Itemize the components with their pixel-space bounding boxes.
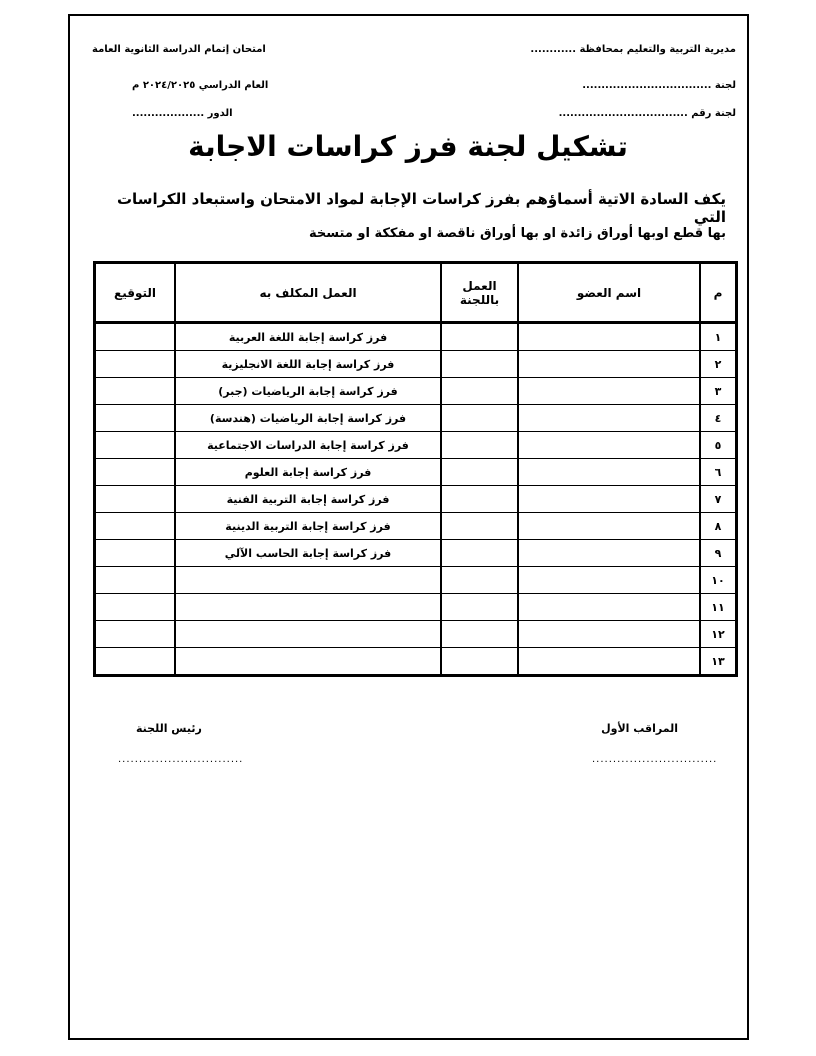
table-row [95, 459, 737, 486]
row-number: ١٣ [700, 648, 737, 676]
table-row [95, 513, 737, 540]
exam-name: امتحان إتمام الدراسة الثانوية العامة [92, 44, 266, 55]
table-row [95, 378, 737, 405]
signature-cell[interactable] [95, 486, 176, 513]
member-name-cell[interactable] [518, 405, 700, 432]
table-row [95, 323, 737, 351]
committee-role-cell[interactable] [441, 594, 518, 621]
assigned-task-cell [175, 648, 441, 676]
committee-role-cell[interactable] [441, 486, 518, 513]
row-number: ١٠ [700, 567, 737, 594]
row-number: ٩ [700, 540, 737, 567]
intro-line-2: بها قطع اوبها أوراق زائدة او بها أوراق ناقصة او مفككة او متسخة [309, 226, 726, 241]
signature-cell[interactable] [95, 432, 176, 459]
exam-round: الدور ................... [132, 108, 233, 119]
member-name-cell[interactable] [518, 378, 700, 405]
member-name-cell[interactable] [518, 513, 700, 540]
assigned-task-cell: فرز كراسة إجابة الرياضيات (هندسة) [175, 405, 441, 432]
committee-head-label: رئيس اللجنة [136, 722, 202, 735]
committee-line: لجنة .................................. [582, 80, 736, 91]
table-row [95, 540, 737, 567]
member-name-cell[interactable] [518, 648, 700, 676]
committee-role-cell[interactable] [441, 378, 518, 405]
member-name-cell[interactable] [518, 351, 700, 378]
row-number: ٧ [700, 486, 737, 513]
committee-role-cell[interactable] [441, 567, 518, 594]
directorate-line: مديرية التربية والتعليم بمحافظة ............ [530, 44, 736, 55]
signature-cell[interactable] [95, 621, 176, 648]
table-row [95, 567, 737, 594]
member-name-cell[interactable] [518, 323, 700, 351]
committee-role-cell[interactable] [441, 648, 518, 676]
intro-line-1: يكف السادة الاتية أسماؤهم بفرز كراسات الإجابة لمواد الامتحان واستبعاد الكراسات التي [116, 190, 726, 226]
committee-table [93, 261, 738, 677]
signature-cell[interactable] [95, 405, 176, 432]
row-number: ٦ [700, 459, 737, 486]
row-number: ٢ [700, 351, 737, 378]
signature-cell[interactable] [95, 540, 176, 567]
row-number: ٤ [700, 405, 737, 432]
table-row [95, 405, 737, 432]
signature-cell[interactable] [95, 594, 176, 621]
row-number: ١ [700, 323, 737, 351]
committee-role-cell[interactable] [441, 405, 518, 432]
row-number: ٥ [700, 432, 737, 459]
header-assigned-task: العمل المكلف به [175, 263, 441, 323]
assigned-task-cell: فرز كراسة إجابة الرياضيات (جبر) [175, 378, 441, 405]
table-row [95, 621, 737, 648]
member-name-cell[interactable] [518, 594, 700, 621]
assigned-task-cell [175, 567, 441, 594]
first-observer-signature-line[interactable]: .............................. [592, 754, 718, 765]
member-name-cell[interactable] [518, 540, 700, 567]
signature-cell[interactable] [95, 567, 176, 594]
table-row [95, 486, 737, 513]
committee-role-cell[interactable] [441, 621, 518, 648]
row-number: ١٢ [700, 621, 737, 648]
assigned-task-cell: فرز كراسة إجابة التربية الفنية [175, 486, 441, 513]
header-committee-role: العمل باللجنة [441, 263, 518, 323]
committee-role-cell[interactable] [441, 323, 518, 351]
header-signature: التوقيع [95, 263, 176, 323]
header-num: م [700, 263, 737, 323]
assigned-task-cell: فرز كراسة إجابة العلوم [175, 459, 441, 486]
committee-head-signature-line[interactable]: .............................. [118, 754, 244, 765]
table-row [95, 594, 737, 621]
committee-role-cell[interactable] [441, 513, 518, 540]
assigned-task-cell: فرز كراسة إجابة اللغة العربية [175, 323, 441, 351]
header-member-name: اسم العضو [518, 263, 700, 323]
assigned-task-cell [175, 594, 441, 621]
member-name-cell[interactable] [518, 432, 700, 459]
assigned-task-cell: فرز كراسة إجابة التربية الدينية [175, 513, 441, 540]
signature-cell[interactable] [95, 648, 176, 676]
signature-cell[interactable] [95, 459, 176, 486]
committee-role-cell[interactable] [441, 459, 518, 486]
assigned-task-cell: فرز كراسة إجابة اللغة الانجليزية [175, 351, 441, 378]
committee-number-line: لجنة رقم .................................. [558, 108, 736, 119]
signature-cell[interactable] [95, 378, 176, 405]
table-row [95, 648, 737, 676]
first-observer-label: المراقب الأول [601, 722, 678, 735]
assigned-task-cell [175, 621, 441, 648]
signature-cell[interactable] [95, 351, 176, 378]
page-title: تشكيل لجنة فرز كراسات الاجابة [188, 130, 628, 163]
row-number: ٨ [700, 513, 737, 540]
member-name-cell[interactable] [518, 621, 700, 648]
row-number: ٣ [700, 378, 737, 405]
assigned-task-cell: فرز كراسة إجابة الحاسب الآلي [175, 540, 441, 567]
committee-role-cell[interactable] [441, 540, 518, 567]
table-row [95, 351, 737, 378]
committee-role-cell[interactable] [441, 351, 518, 378]
academic-year: العام الدراسي ٢٠٢٤/٢٠٢٥ م [132, 80, 269, 91]
signature-cell[interactable] [95, 323, 176, 351]
signature-cell[interactable] [95, 513, 176, 540]
assigned-task-cell: فرز كراسة إجابة الدراسات الاجتماعية [175, 432, 441, 459]
table-header-row [95, 263, 737, 323]
member-name-cell[interactable] [518, 567, 700, 594]
member-name-cell[interactable] [518, 486, 700, 513]
member-name-cell[interactable] [518, 459, 700, 486]
table-row [95, 432, 737, 459]
row-number: ١١ [700, 594, 737, 621]
committee-role-cell[interactable] [441, 432, 518, 459]
